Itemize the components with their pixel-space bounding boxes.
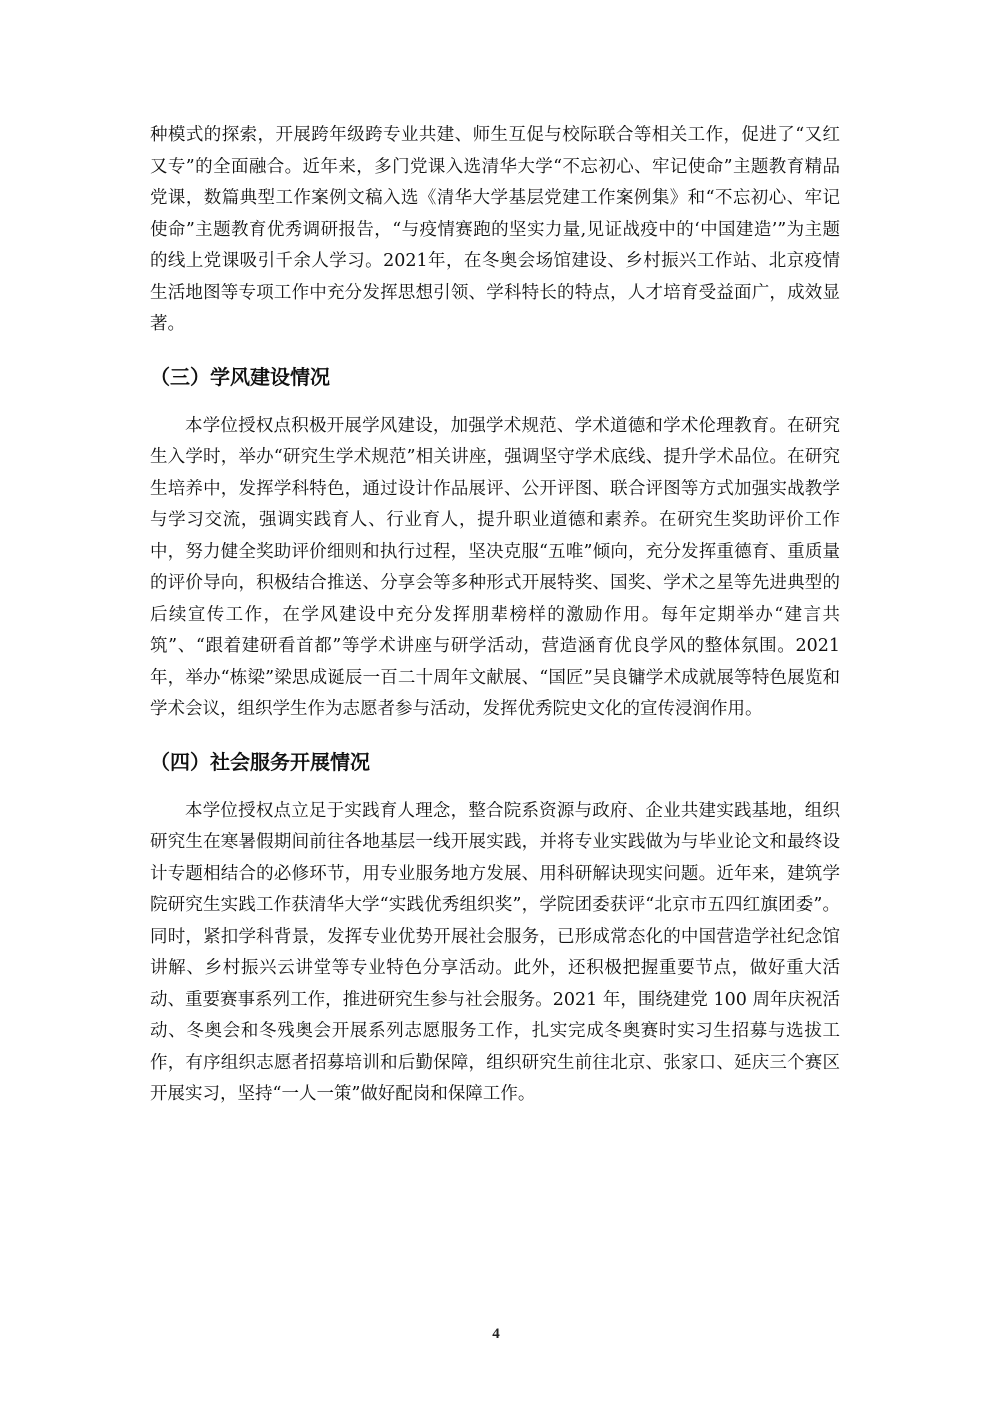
section-paragraph-academic-style: 本学位授权点积极开展学风建设，加强学术规范、学术道德和学术伦理教育。在研究生入学时，举办“研究生学术规范”相关讲座，强调坚守学术底线、提升学术品位。在研究生培养中，发挥学科特色，通过设计作品展评、公开评图、联合评图等方式加强实战教学与学习交流，强调实践育人、行业育人，提升职业道德和素养。在研究生奖助评价工作中，努力健全奖助评价细则和执行过程，坚决克服“五唯”倾向，充分发挥重德育、重质量的评价导向，积极结合推送、分享会等多种形式开展特奖、国奖、学术之星等先进典型的后续宣传工作，在学风建设中充分发挥朋辈榜样的激励作用。每年定期举办“建言共筑”、“跟着建研看首都”等学术讲座与研学活动，营造涵育优良学风的整体氛围。2021年，举办“栋梁”梁思成诞辰一百二十周年文献展、“国匠”吴良镛学术成就展等特色展览和学术会议，组织学生作为志愿者参与活动，发挥优秀院史文化的宣传浸润作用。 — [150, 415, 840, 719]
section-heading-academic-style: （三）学风建设情况 — [150, 364, 330, 389]
page-number: 4 — [492, 1326, 500, 1342]
section-paragraph-social-service: 本学位授权点立足于实践育人理念，整合院系资源与政府、企业共建实践基地，组织研究生在寒暑假期间前往各地基层一线开展实践，并将专业实践做为与毕业论文和最终设计专题相结合的必修环节，用专业服务地方发展、用科研解诀现实问题。近年来，建筑学院研究生实践工作获清华大学“实践优秀组织奖”，学院团委获评“北京市五四红旗团委”。同时，紧扣学科背景，发挥专业优势开展社会服务，已形成常态化的中国营造学社纪念馆讲解、乡村振兴云讲堂等专业特色分享活动。此外，还积极把握重要节点，做好重大活动、重要赛事系列工作，推进研究生参与社会服务。2021 年，围绕建党 100 周年庆祝活动、冬奥会和冬残奥会开展系列志愿服务工作，扎实完成冬奥赛时实习生招募与选拔工作，有序组织志愿者招募培训和后勤保障，组织研究生前往北京、张家口、延庆三个赛区开展实习，坚持“一人一策”做好配岗和保障工作。 — [150, 800, 840, 1104]
continuation-paragraph: 种模式的探索，开展跨年级跨专业共建、师生互促与校际联合等相关工作，促进了“又红又专”的全面融合。近年来，多门党课入选清华大学“不忘初心、牢记使命”主题教育精品党课，数篇典型工作案例文稿入选《清华大学基层党建工作案例集》和“不忘初心、牢记使命”主题教育优秀调研报告，“与疫情赛跑的坚实力量,见证战疫中的‘中国建造’”为主题的线上党课吸引千余人学习。2021年，在冬奥会场馆建设、乡村振兴工作站、北京疫情生活地图等专项工作中充分发挥思想引领、学科特长的特点，人才培育受益面广，成效显著。 — [150, 125, 840, 334]
page-content — [150, 120, 840, 1111]
section-heading-social-service: （四）社会服务开展情况 — [150, 749, 370, 774]
